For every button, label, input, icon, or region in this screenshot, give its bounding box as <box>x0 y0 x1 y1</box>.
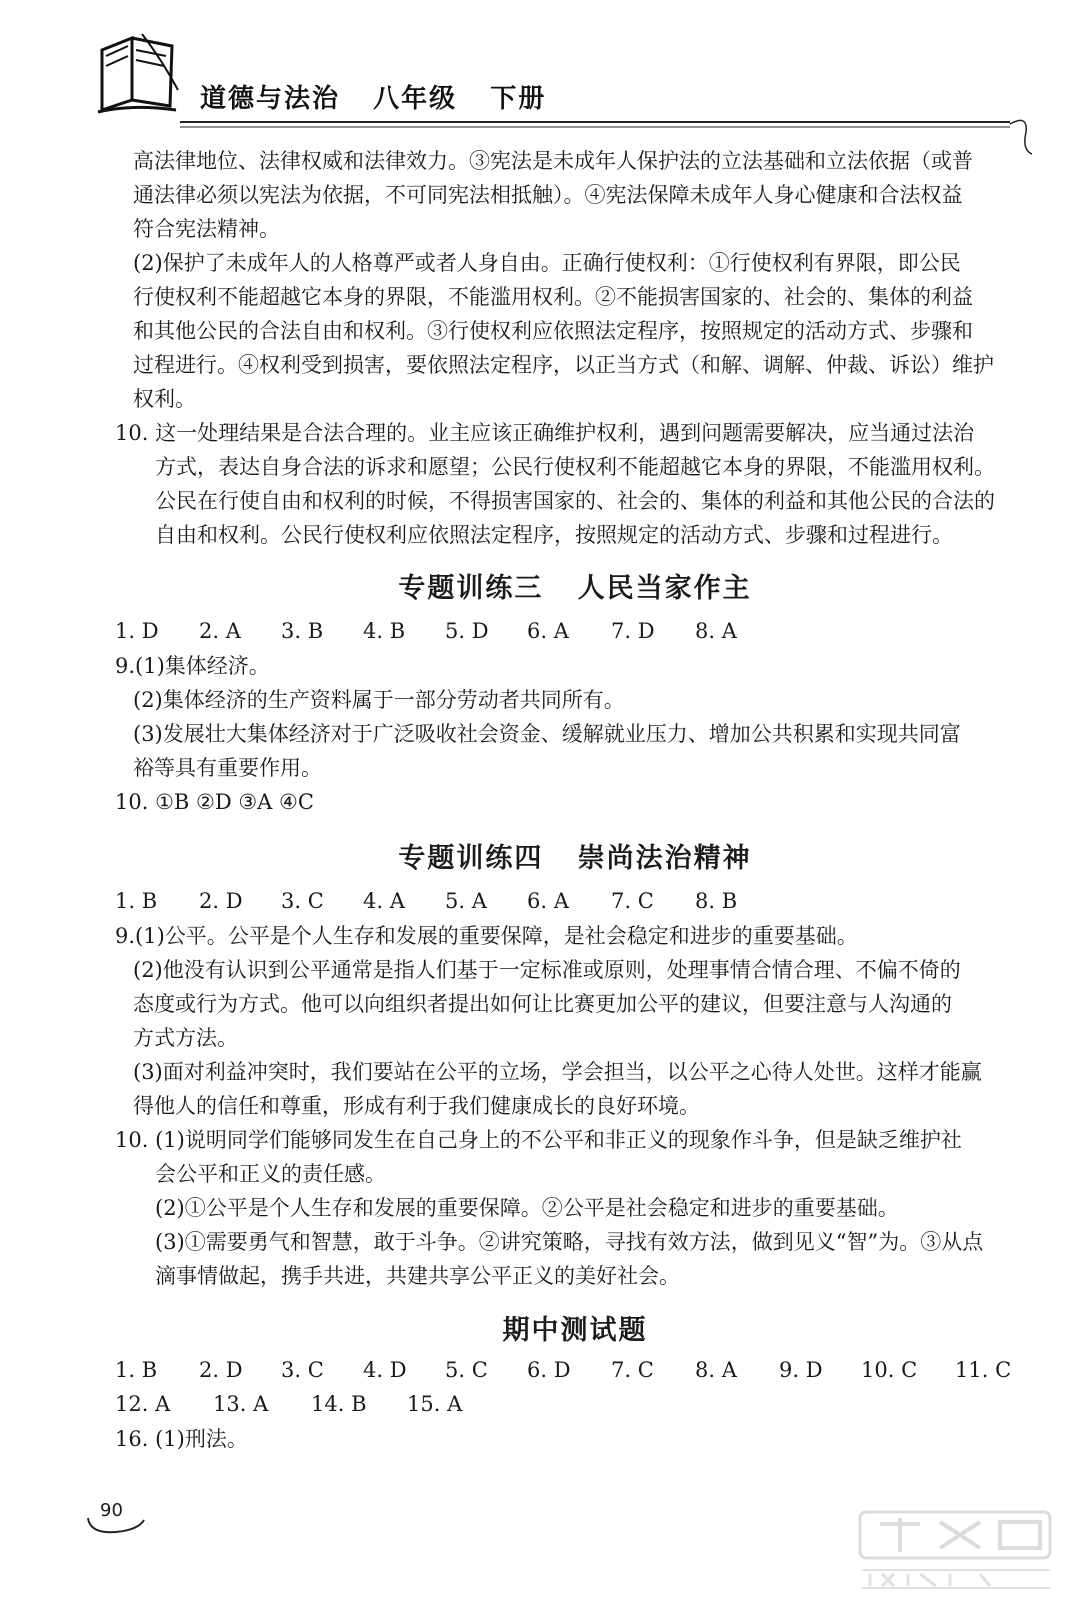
text-line: 9.(1)集体经济。 <box>115 654 270 678</box>
text-line: 高法律地位、法律权威和法律效力。③宪法是未成年人保护法的立法基础和立法依据（或普 <box>133 149 973 173</box>
text-line: 态度或行为方式。他可以向组织者提出如何让比赛更加公平的建议，但要注意与人沟通的 <box>133 992 952 1016</box>
text-line: 过程进行。④权利受到损害，要依照法定程序，以正当方式（和解、调解、仲裁、诉讼）维护 <box>133 353 994 377</box>
page-header <box>0 0 1082 140</box>
answer: 3. B <box>281 619 324 643</box>
answer: 3. C <box>281 889 324 913</box>
text-line: 方式方法。 <box>133 1026 238 1050</box>
text-line: 滴事情做起，携手共进，共建共享公平正义的美好社会。 <box>155 1264 680 1288</box>
text-line: 和其他公民的合法自由和权利。③行使权利应依照法定程序，按照规定的活动方式、步骤和 <box>133 319 973 343</box>
text-line: (2)集体经济的生产资料属于一部分劳动者共同所有。 <box>133 688 625 712</box>
answer: 15. A <box>407 1392 463 1416</box>
answer: 2. D <box>199 889 243 913</box>
answer: 11. C <box>955 1358 1012 1382</box>
text-line: (2)他没有认识到公平通常是指人们基于一定标准或原则，处理事情合情合理、不偏不倚的 <box>133 958 961 982</box>
answer: 6. D <box>527 1358 571 1382</box>
answer: 5. D <box>445 619 489 643</box>
text-line: 10. ①B ②D ③A ④C <box>115 790 314 814</box>
answer: 9. D <box>779 1358 823 1382</box>
book-icon <box>92 30 184 116</box>
text-line: (3)①需要勇气和智慧，敢于斗争。②讲究策略，寻找有效方法，做到见义“智”为。③从点 <box>155 1230 984 1254</box>
answer: 3. C <box>281 1358 324 1382</box>
answer: 2. A <box>199 619 241 643</box>
text-line: 权利。 <box>133 387 196 411</box>
answer: 10. C <box>861 1358 918 1382</box>
answer-row <box>115 1358 1035 1384</box>
section-title: 期中测试题 <box>502 1315 648 1346</box>
text-line: 9.(1)公平。公平是个人生存和发展的重要保障，是社会稳定和进步的重要基础。 <box>115 924 858 948</box>
answer: 5. C <box>445 1358 488 1382</box>
page-number: 90 <box>100 1500 123 1521</box>
text-line: 公民在行使自由和权利的时候，不得损害国家的、社会的、集体的利益和其他公民的合法的 <box>155 489 995 513</box>
answer: 14. B <box>311 1392 367 1416</box>
answer: 7. C <box>611 889 654 913</box>
answer: 5. A <box>445 889 487 913</box>
answer-row <box>115 1392 1035 1418</box>
answer: 1. B <box>115 889 158 913</box>
text-line: 10. 这一处理结果是合法合理的。业主应该正确维护权利，遇到问题需要解决，应当通过法治 <box>115 421 975 445</box>
answer: 13. A <box>213 1392 269 1416</box>
answer-row <box>115 619 1035 645</box>
text-line: 符合宪法精神。 <box>133 217 280 241</box>
text-line: 通法律必须以宪法为依据，不可同宪法相抵触）。④宪法保障未成年人身心健康和合法权益 <box>133 183 963 207</box>
answer: 8. A <box>695 1358 737 1382</box>
text-line: 自由和权利。公民行使权利应依照法定程序，按照规定的活动方式、步骤和过程进行。 <box>155 523 953 547</box>
text-line: 10. (1)说明同学们能够同发生在自己身上的不公平和非正义的现象作斗争，但是缺乏维护社 <box>115 1128 962 1152</box>
text-line: 裕等具有重要作用。 <box>133 756 322 780</box>
answer: 7. D <box>611 619 655 643</box>
text-line: 方式，表达自身合法的诉求和愿望；公民行使权利不能超越它本身的界限，不能滥用权利。 <box>155 455 995 479</box>
section-title: 专题训练四 崇尚法治精神 <box>398 843 752 874</box>
page-curl-ornament <box>86 1514 146 1536</box>
answer: 1. D <box>115 619 159 643</box>
watermark-logo <box>850 1508 1060 1594</box>
answer: 6. A <box>527 889 569 913</box>
section-title: 专题训练三 人民当家作主 <box>398 573 752 604</box>
answer: 2. D <box>199 1358 243 1382</box>
text-line: (3)面对利益冲突时，我们要站在公平的立场，学会担当，以公平之心待人处世。这样才能赢 <box>133 1060 982 1084</box>
answer: 1. B <box>115 1358 158 1382</box>
answer-row <box>115 889 1035 915</box>
answer: 6. A <box>527 619 569 643</box>
answer: 8. B <box>695 889 738 913</box>
text-line: 得他人的信任和尊重，形成有利于我们健康成长的良好环境。 <box>133 1094 700 1118</box>
text-line: 会公平和正义的责任感。 <box>155 1162 386 1186</box>
text-line: 16. (1)刑法。 <box>115 1427 248 1451</box>
text-line: (2)保护了未成年人的人格尊严或者人身自由。正确行使权利：①行使权利有界限，即公民 <box>133 251 961 275</box>
text-line: (3)发展壮大集体经济对于广泛吸收社会资金、缓解就业压力、增加公共积累和实现共同富 <box>133 722 961 746</box>
header-title: 道德与法治 八年级 下册 <box>200 84 547 114</box>
answer: 7. C <box>611 1358 654 1382</box>
answer: 8. A <box>695 619 737 643</box>
text-line: (2)①公平是个人生存和发展的重要保障。②公平是社会稳定和进步的重要基础。 <box>155 1196 899 1220</box>
answer: 4. A <box>363 889 405 913</box>
answer: 4. B <box>363 619 406 643</box>
text-line: 行使权利不能超越它本身的界限，不能滥用权利。②不能损害国家的、社会的、集体的利益 <box>133 285 973 309</box>
answer: 12. A <box>115 1392 171 1416</box>
answer: 4. D <box>363 1358 407 1382</box>
